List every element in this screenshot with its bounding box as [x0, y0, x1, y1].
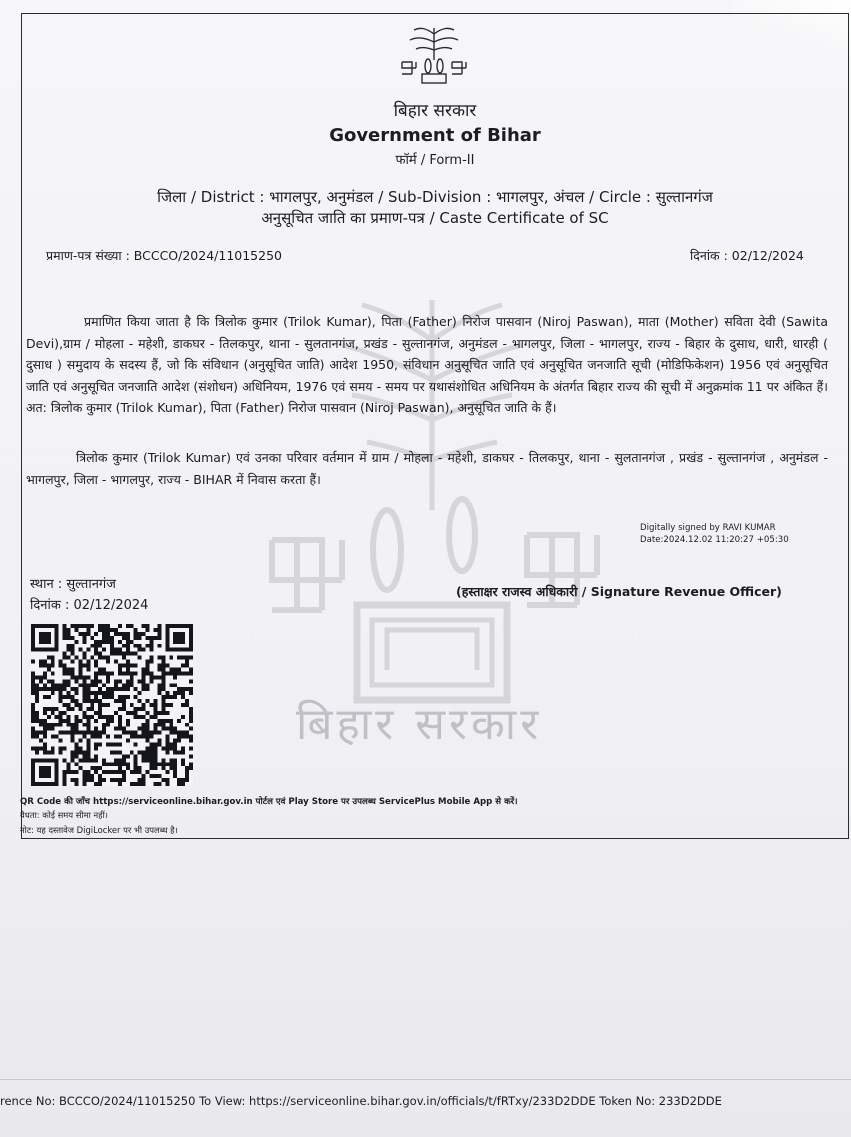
- district-line: जिला / District : भागलपुर, अनुमंडल / Sub-Division : भागलपुर, अंचल / Circle : सुल्तानगंज: [157, 188, 713, 206]
- qr-code[interactable]: [28, 624, 196, 786]
- certificate-number: प्रमाण-पत्र संख्या : BCCCO/2024/11015250: [46, 248, 282, 263]
- digilocker-note: नोट: यह दस्तावेज DigiLocker पर भी उपलब्ध है।: [20, 825, 178, 835]
- digital-signature: [640, 522, 789, 546]
- hindi-government-title: बिहार सरकार: [393, 101, 477, 121]
- signature-officer-label: (हस्ताक्षर राजस्व अधिकारी / Signature Revenue Officer): [456, 584, 782, 599]
- watermark-text: बिहार सरकार: [296, 699, 543, 750]
- issue-place: स्थान : सुल्तानगंज: [30, 577, 116, 592]
- certificate-type: अनुसूचित जाति का प्रमाण-पत्र / Caste Certificate of SC: [261, 209, 609, 227]
- footer-divider: [0, 1079, 851, 1080]
- digital-signature-date: Date:2024.12.02 11:20:27 +05:30: [640, 535, 789, 545]
- reference-footer: rence No: BCCCO/2024/11015250 To View: https://serviceonline.bihar.gov.in/officials/t/fRTxy/233D2DDE Token No: 233D2DDE: [0, 1094, 722, 1108]
- certificate-paragraph-1: [26, 311, 828, 419]
- form-label: फॉर्म / Form-II: [395, 153, 475, 168]
- paragraph-1-text: प्रमाणित किया जाता है कि त्रिलोक कुमार (Trilok Kumar), पिता (Father) निरोज पासवान (Niroj Paswan), माता (Mother) सविता देवी (Sawita Devi),ग्राम / मोहला - महेशी, डाकघर - तिलकपुर, थाना - सुलतानगंज, प्रखंड - सुल्तानगंज, अनुमंडल - भागलपुर, जिला - भागलपुर, राज्य - बिहार के दुसाध, धारी, धारही ( दुसाध ) समुदाय के सदस्य हैं, जो कि संविधान (अनुसूचित जाति) आदेश 1950, संविधान अनुसूचित जाति एवं अनुसूचित जनजाति सूची (मोडिफिकेशन) 1956 एवं अनुसूचित जाति एवं अनुसूचित जनजाति आदेश (संशोधन) अधिनियम, 1976 एवं समय - समय पर यथासंशोधित अधिनियम के अंतर्गत बिहार राज्य की सूची में अनुक्रमांक 11 पर अंकित हैं। अत: त्रिलोक कुमार (Trilok Kumar), पिता (Father) निरोज पासवान (Niroj Paswan), अनुसूचित जाति के हैं।: [26, 314, 828, 415]
- qr-verification-note: QR Code की जाँच https://serviceonline.bihar.gov.in पोर्टल एवं Play Store पर उपलब्ध ServicePlus Mobile App से करें।: [20, 797, 518, 807]
- certificate-date: दिनांक : 02/12/2024: [690, 248, 804, 263]
- bihar-government-emblem-icon: [398, 22, 470, 84]
- government-title: Government of Bihar: [329, 125, 541, 146]
- issue-date: दिनांक : 02/12/2024: [30, 598, 149, 613]
- digital-signature-name: Digitally signed by RAVI KUMAR: [640, 523, 776, 533]
- paragraph-2-text: त्रिलोक कुमार (Trilok Kumar) एवं उनका परिवार वर्तमान में ग्राम / मोहला - महेशी, डाकघर - तिलकपुर, थाना - सुलतानगंज , प्रखंड - सुल्तानगंज , अनुमंडल - भागलपुर, जिला - भागलपुर, राज्य - BIHAR में निवास करता हैं।: [26, 450, 828, 487]
- certificate-paragraph-2: [26, 447, 828, 490]
- validity-note: वैधता: कोई समय सीमा नहीं।: [20, 810, 108, 820]
